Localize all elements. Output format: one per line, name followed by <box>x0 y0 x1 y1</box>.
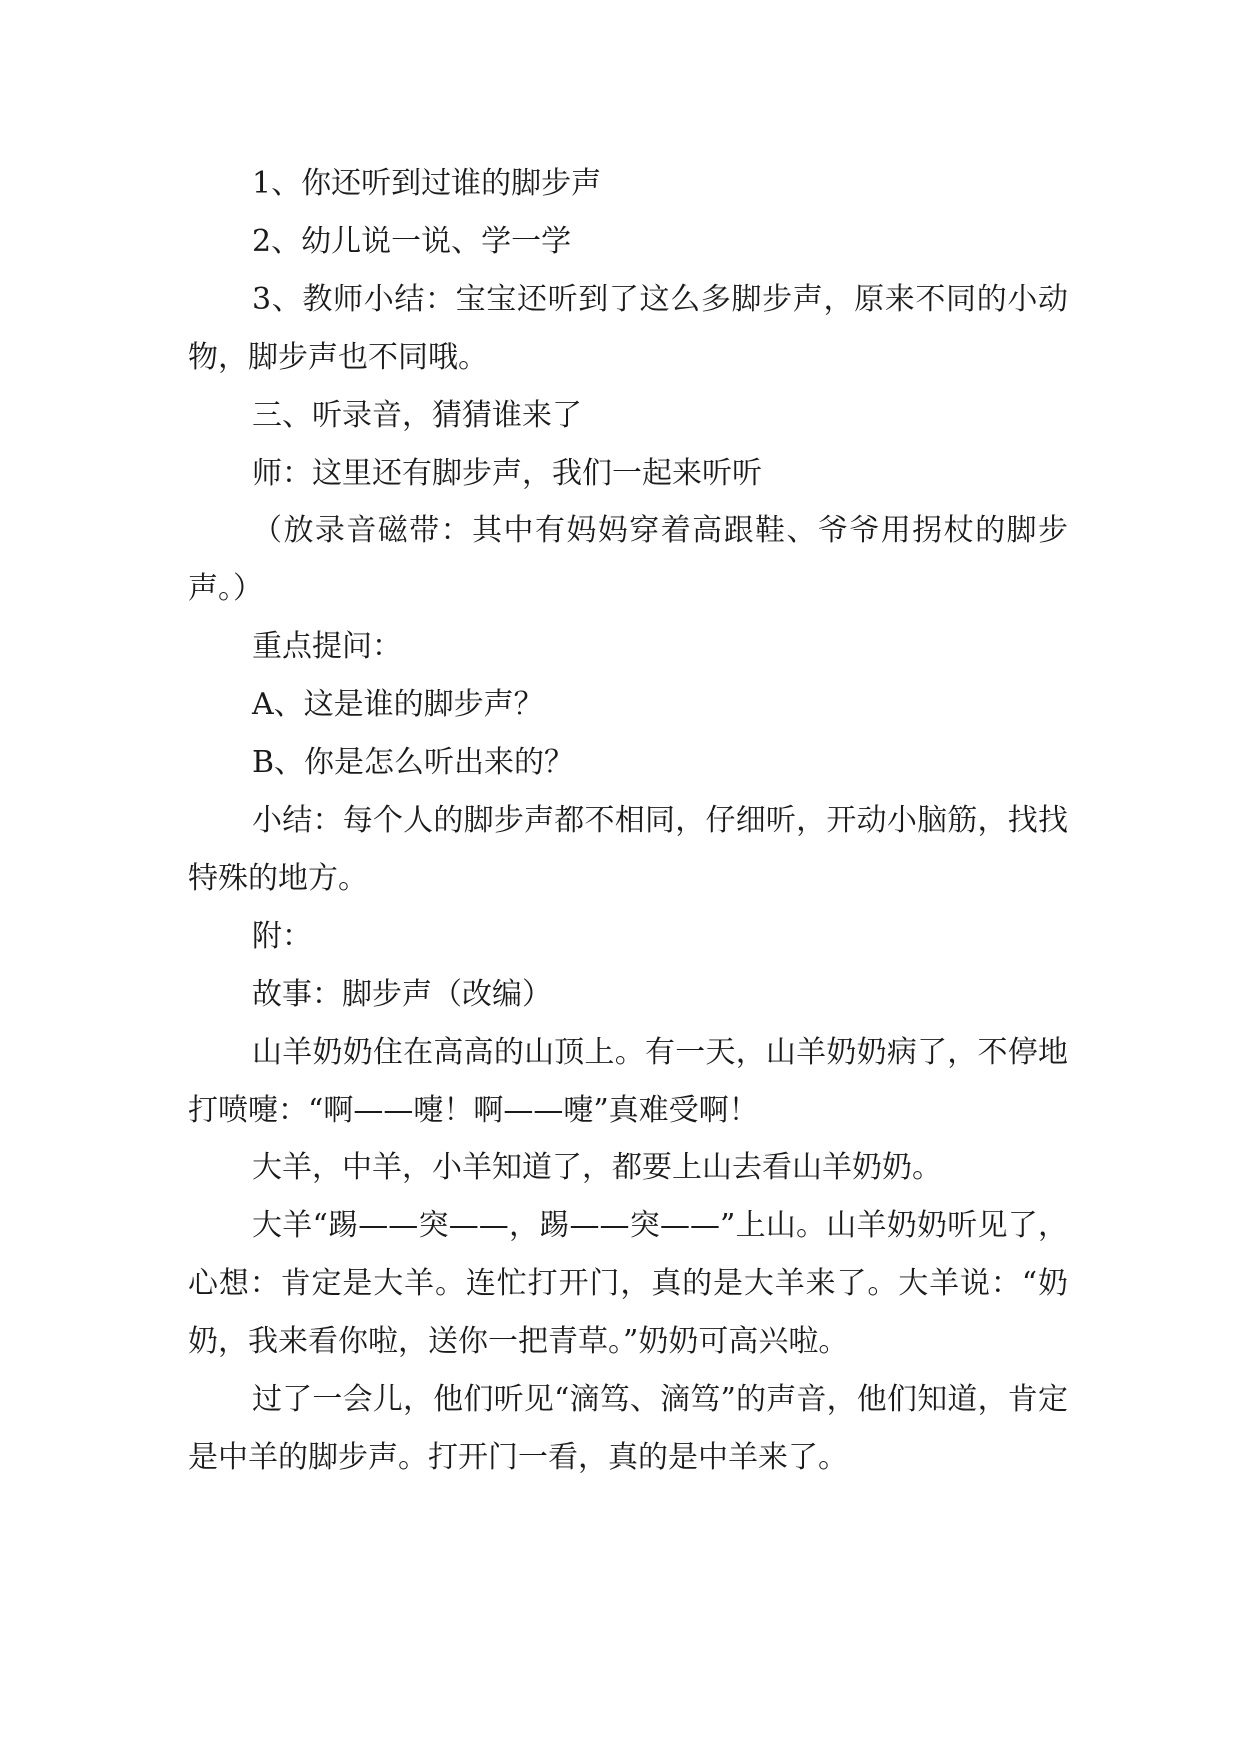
paragraph: 大羊“踢——突——，踢——突——”上山。山羊奶奶听见了，心想：肯定是大羊。连忙打开门，真的是大羊来了。大羊说：“奶奶，我来看你啦，送你一把青草。”奶奶可高兴啦。 <box>188 1208 1068 1360</box>
story-title: 故事：脚步声（改编） <box>252 976 552 1012</box>
paragraph: 3、教师小结：宝宝还听到了这么多脚步声，原来不同的小动物，脚步声也不同哦。 <box>188 281 1068 375</box>
paragraph: 山羊奶奶住在高高的山顶上。有一天，山羊奶奶病了，不停地打喷嚏：“啊——嚏！啊——嚏”真难受啊！ <box>188 1034 1068 1128</box>
paragraph: 重点提问： <box>252 629 402 665</box>
paragraph: A、这是谁的脚步声？ <box>252 687 544 723</box>
paragraph: 大羊，中羊，小羊知道了，都要上山去看山羊奶奶。 <box>252 1150 942 1186</box>
document-body <box>188 155 1068 1487</box>
paragraph: 2、幼儿说一说、学一学 <box>252 223 572 259</box>
paragraph: 1、你还听到过谁的脚步声 <box>252 166 602 201</box>
paragraph: 过了一会儿，他们听见“滴笃、滴笃”的声音，他们知道，肯定是中羊的脚步声。打开门一看，真的是中羊来了。 <box>188 1382 1068 1475</box>
paragraph: 附： <box>252 918 312 954</box>
section-heading: 三、听录音，猜猜谁来了 <box>252 397 582 433</box>
paragraph: （放录音磁带：其中有妈妈穿着高跟鞋、爷爷用拐杖的脚步声。） <box>188 513 1068 607</box>
paragraph: B、你是怎么听出来的？ <box>252 745 575 781</box>
paragraph: 小结：每个人的脚步声都不相同，仔细听，开动小脑筋，找找特殊的地方。 <box>188 802 1068 896</box>
paragraph: 师：这里还有脚步声，我们一起来听听 <box>252 455 762 491</box>
